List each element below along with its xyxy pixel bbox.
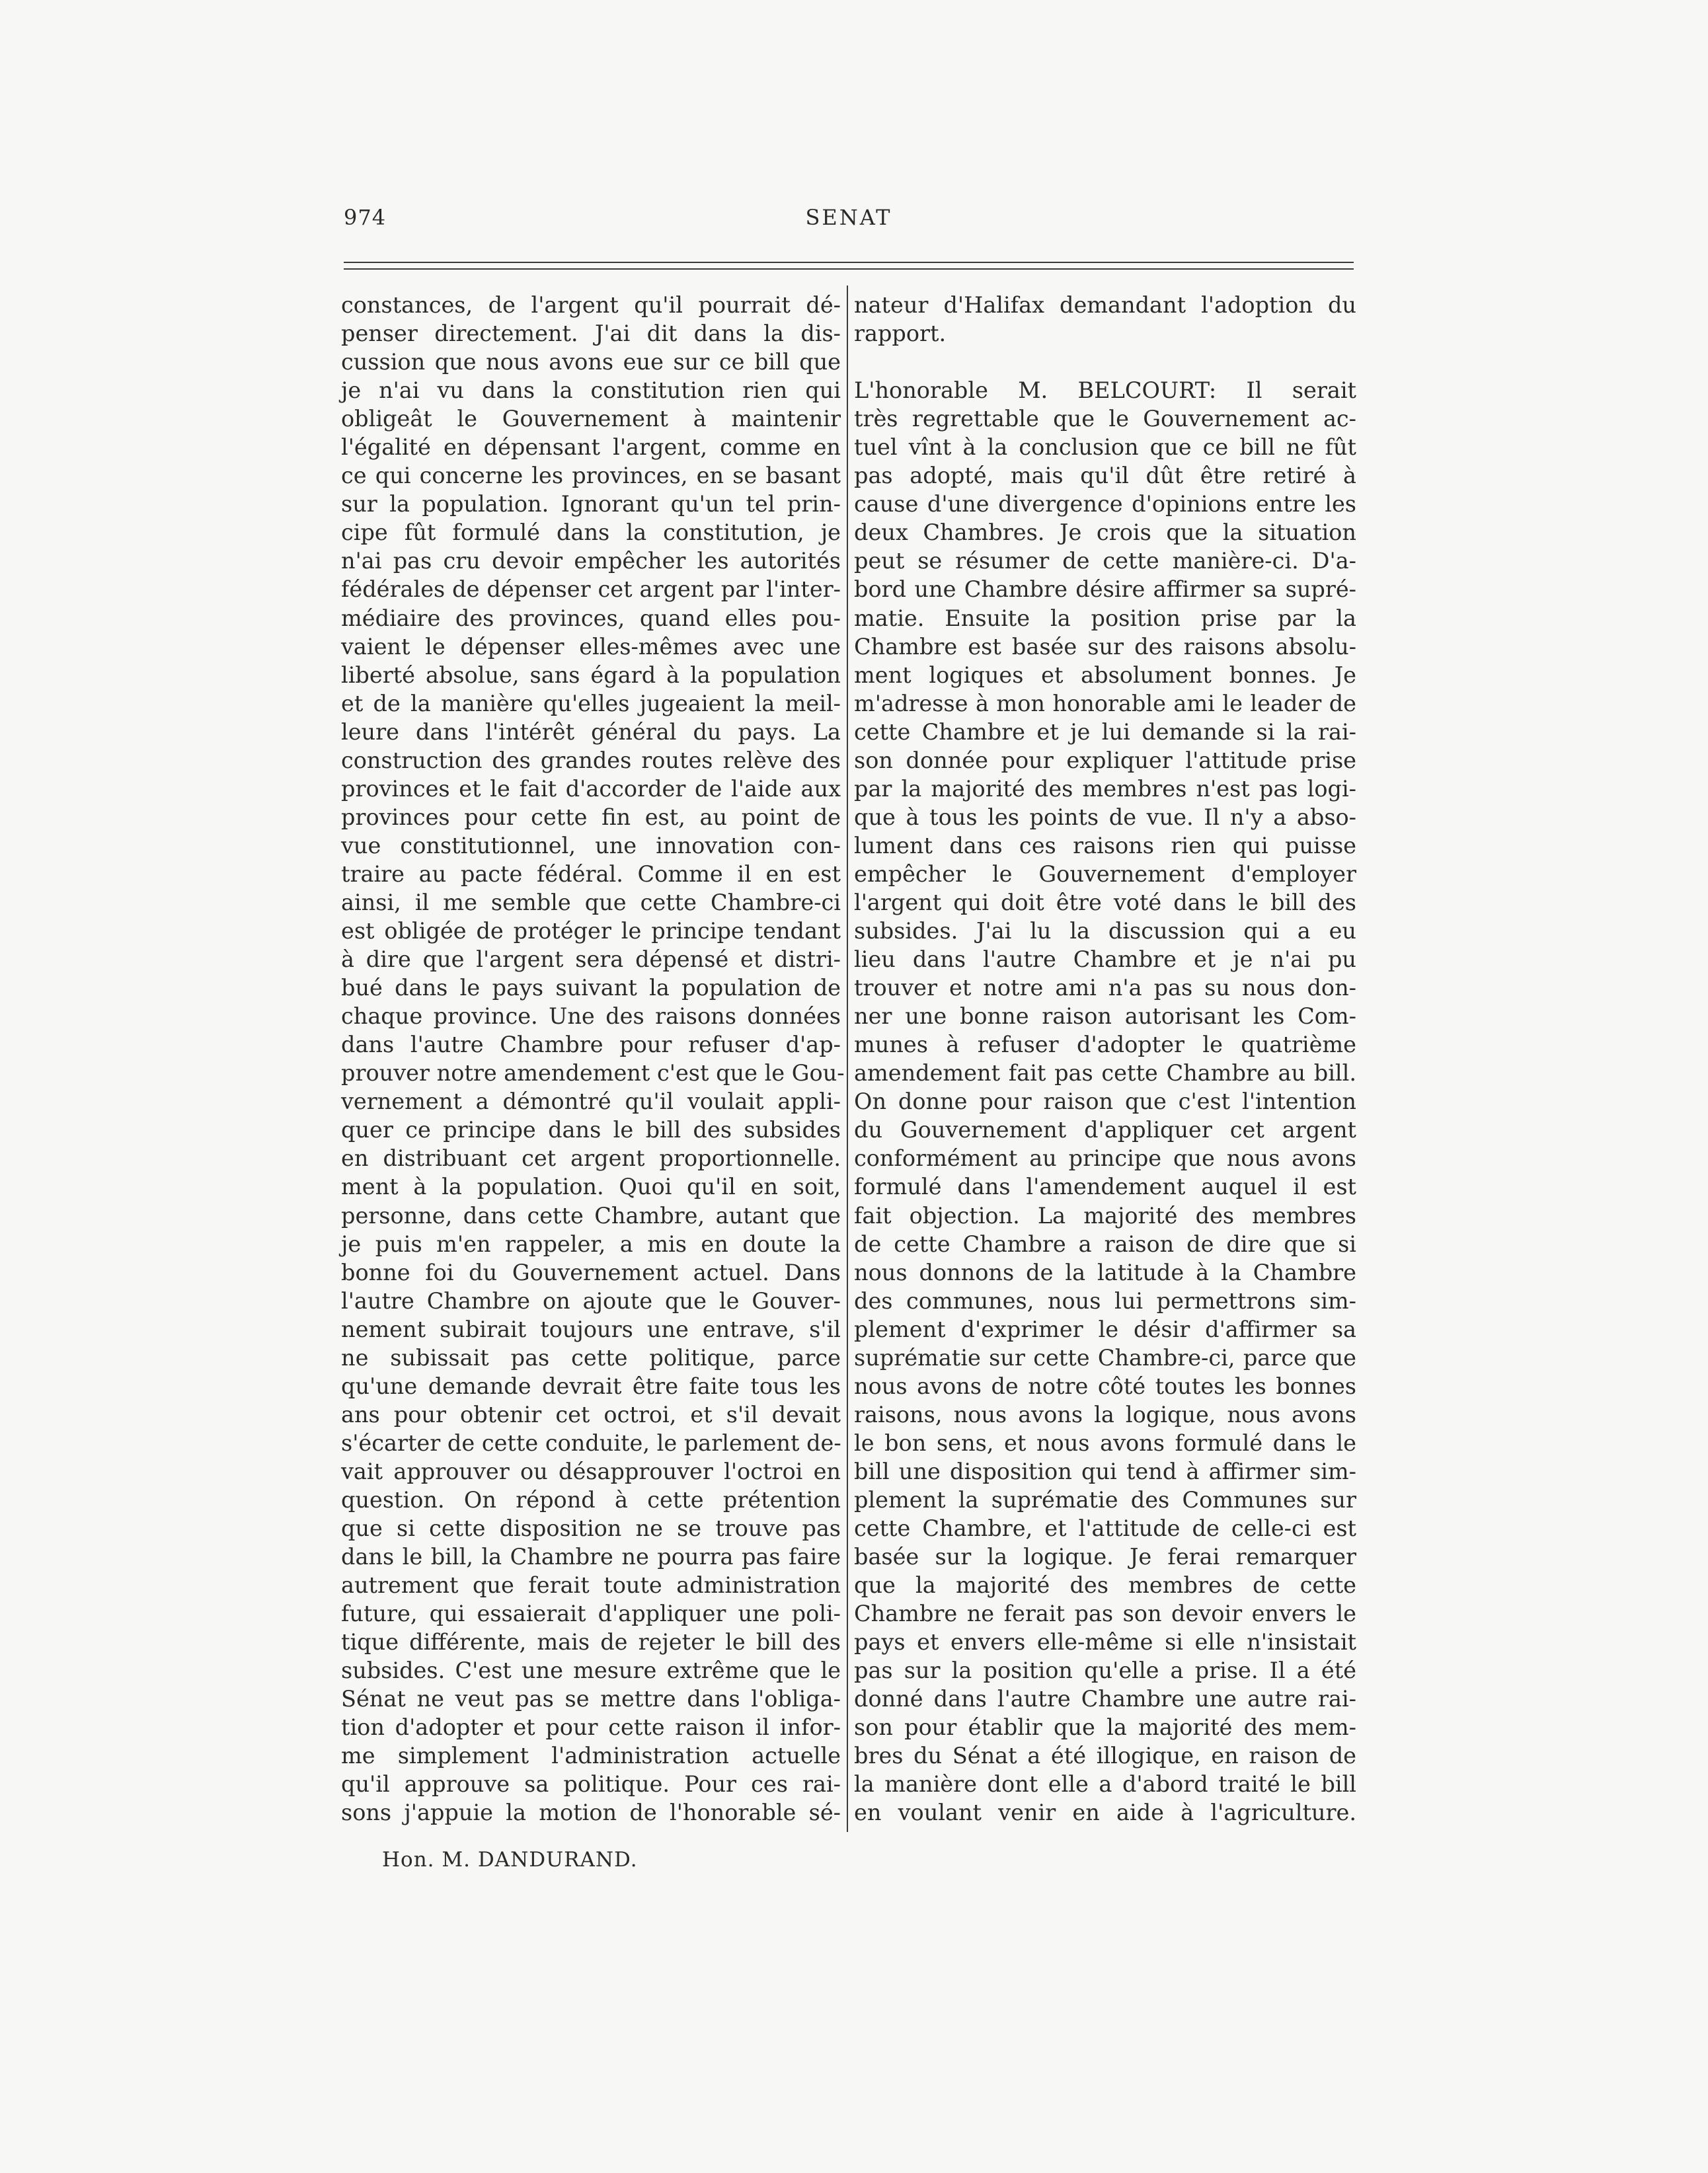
text-line: ainsi, il me semble que cette Chambre-ci xyxy=(341,889,841,915)
text-line: lieu dans l'autre Chambre et je n'ai pu xyxy=(854,946,1356,973)
text-line: je puis m'en rappeler, a mis en doute la xyxy=(341,1231,841,1257)
text-line: ment à la population. Quoi qu'il en soit, xyxy=(341,1174,841,1200)
text-line: vaient le dépenser elles-mêmes avec une xyxy=(341,633,841,660)
text-line: que la majorité des membres de cette xyxy=(854,1572,1356,1599)
column-divider xyxy=(847,286,848,1832)
left-column xyxy=(341,291,845,1827)
text-line: l'argent qui doit être voté dans le bill des xyxy=(854,889,1356,915)
text-line: raisons, nous avons la logique, nous avons xyxy=(854,1401,1356,1428)
header-rule-bottom xyxy=(344,268,1354,270)
page-number: 974 xyxy=(344,205,387,230)
text-line: le bon sens, et nous avons formulé dans le xyxy=(854,1430,1356,1456)
speaker-text-start: Il serait xyxy=(1246,377,1356,404)
text-line: constances, de l'argent qu'il pourrait dé- xyxy=(341,292,841,318)
text-line: lument dans ces raisons rien qui puisse xyxy=(854,832,1356,858)
text-line: provinces et le fait d'accorder de l'aide aux xyxy=(341,775,841,802)
text-line: son pour établir que la majorité des mem- xyxy=(854,1714,1356,1741)
text-line: sur la population. Ignorant qu'un tel prin- xyxy=(341,491,841,517)
text-line: munes à refuser d'adopter le quatrième xyxy=(854,1032,1356,1058)
text-line: subsides. C'est une mesure extrême que le xyxy=(341,1658,841,1684)
text-line: suprématie sur cette Chambre-ci, parce que xyxy=(854,1344,1356,1371)
footer-speaker: Hon. M. DANDURAND. xyxy=(382,1848,638,1872)
text-line: personne, dans cette Chambre, autant que xyxy=(341,1202,841,1229)
text-line: nateur d'Halifax demandant l'adoption du xyxy=(854,292,1356,318)
text-line: vait approuver ou désapprouver l'octroi en xyxy=(341,1458,841,1484)
text-line: chaque province. Une des raisons données xyxy=(341,1003,841,1030)
text-line: fait objection. La majorité des membres xyxy=(854,1202,1356,1229)
text-line: dans le bill, la Chambre ne pourra pas faire xyxy=(341,1544,841,1570)
text-line: nement subirait toujours une entrave, s'il xyxy=(341,1316,841,1342)
text-line: trouver et notre ami n'a pas su nous don- xyxy=(854,975,1356,1001)
text-line: l'autre Chambre on ajoute que le Gouver- xyxy=(341,1287,841,1314)
text-line: ne subissait pas cette politique, parce xyxy=(341,1344,841,1371)
text-line: cause d'une divergence d'opinions entre les xyxy=(854,491,1356,517)
text-line: cette Chambre, et l'attitude de celle-ci est xyxy=(854,1515,1356,1542)
text-line: et de la manière qu'elles jugeaient la meil- xyxy=(341,690,841,716)
text-line: du Gouvernement d'appliquer cet argent xyxy=(854,1117,1356,1143)
right-column xyxy=(854,291,1356,1827)
text-line: question. On répond à cette prétention xyxy=(341,1486,841,1513)
text-line: la manière dont elle a d'abord traité le bill xyxy=(854,1771,1356,1798)
text-line: quer ce principe dans le bill des subsides xyxy=(341,1117,841,1143)
text-line: en voulant venir en aide à l'agriculture. xyxy=(854,1800,1356,1826)
text-line: tuel vînt à la conclusion que ce bill ne fût xyxy=(854,434,1356,461)
text-line: vue constitutionnel, une innovation con- xyxy=(341,832,841,858)
text-line: future, qui essaierait d'appliquer une poli- xyxy=(341,1601,841,1627)
text-line: s'écarter de cette conduite, le parlement de- xyxy=(341,1430,841,1456)
text-line: formulé dans l'amendement auquel il est xyxy=(854,1174,1356,1200)
text-line: leure dans l'intérêt général du pays. La xyxy=(341,718,841,745)
text-line: plement d'exprimer le désir d'affirmer sa xyxy=(854,1316,1356,1342)
text-line: bonne foi du Gouvernement actuel. Dans xyxy=(341,1259,841,1285)
text-line: est obligée de protéger le principe tendant xyxy=(341,918,841,944)
text-line: On donne pour raison que c'est l'intention xyxy=(854,1088,1356,1115)
text-line: Sénat ne veut pas se mettre dans l'obliga- xyxy=(341,1686,841,1712)
text-line: médiaire des provinces, quand elles pou- xyxy=(341,605,841,631)
text-line: autrement que ferait toute administration xyxy=(341,1572,841,1599)
running-title: SENAT xyxy=(805,205,892,230)
text-line: ans pour obtenir cet octroi, et s'il devait xyxy=(341,1401,841,1428)
text-line: Chambre ne ferait pas son devoir envers le xyxy=(854,1601,1356,1627)
text-line: très regrettable que le Gouvernement ac- xyxy=(854,406,1356,432)
text-line: n'ai pas cru devoir empêcher les autorités xyxy=(341,548,841,574)
text-line: que à tous les points de vue. Il n'y a abso- xyxy=(854,804,1356,830)
text-line: pas sur la position qu'elle a prise. Il a été xyxy=(854,1658,1356,1684)
text-line: par la majorité des membres n'est pas logi- xyxy=(854,775,1356,802)
text-line: fédérales de dépenser cet argent par l'inter- xyxy=(341,576,841,603)
text-line: liberté absolue, sans égard à la population xyxy=(341,662,841,688)
text-line: je n'ai vu dans la constitution rien qui xyxy=(341,377,841,404)
text-line: bres du Sénat a été illogique, en raison de xyxy=(854,1743,1356,1769)
text-line: bord une Chambre désire affirmer sa supré- xyxy=(854,576,1356,603)
text-line: subsides. J'ai lu la discussion qui a eu xyxy=(854,918,1356,944)
text-line: tion d'adopter et pour cette raison il infor- xyxy=(341,1714,841,1741)
text-line: rapport. xyxy=(854,321,947,347)
text-line: ner une bonne raison autorisant les Com- xyxy=(854,1003,1356,1030)
text-line: empêcher le Gouvernement d'employer xyxy=(854,860,1356,887)
text-line: deux Chambres. Je crois que la situation xyxy=(854,519,1356,546)
page-header xyxy=(344,205,1354,238)
text-line: bill une disposition qui tend à affirmer sim- xyxy=(854,1458,1356,1484)
text-line: nous avons de notre côté toutes les bonnes xyxy=(854,1373,1356,1399)
text-line: provinces pour cette fin est, au point de xyxy=(341,804,841,830)
text-line: donné dans l'autre Chambre une autre rai- xyxy=(854,1686,1356,1712)
text-line: pas adopté, mais qu'il dût être retiré à xyxy=(854,463,1356,489)
speaker-label: L'honorable M. BELCOURT: xyxy=(854,377,1217,404)
text-line: matie. Ensuite la position prise par la xyxy=(854,605,1356,631)
text-line: me simplement l'administration actuelle xyxy=(341,1743,841,1769)
text-line: sons j'appuie la motion de l'honorable sé- xyxy=(341,1800,841,1826)
text-line: construction des grandes routes relève des xyxy=(341,747,841,773)
text-line: ce qui concerne les provinces, en se basant xyxy=(341,463,841,489)
text-line: nous donnons de la latitude à la Chambre xyxy=(854,1259,1356,1285)
text-line: des communes, nous lui permettrons sim- xyxy=(854,1287,1356,1314)
text-line: Chambre est basée sur des raisons absolu- xyxy=(854,633,1356,660)
text-line: dans l'autre Chambre pour refuser d'ap- xyxy=(341,1032,841,1058)
text-line: basée sur la logique. Je ferai remarquer xyxy=(854,1544,1356,1570)
text-line: qu'il approuve sa politique. Pour ces rai- xyxy=(341,1771,841,1798)
text-line: ment logiques et absolument bonnes. Je xyxy=(854,662,1356,688)
text-line: prouver notre amendement c'est que le Gou- xyxy=(341,1060,845,1086)
text-line: qu'une demande devrait être faite tous les xyxy=(341,1373,841,1399)
text-line: peut se résumer de cette manière-ci. D'a- xyxy=(854,548,1356,574)
text-line: m'adresse à mon honorable ami le leader de xyxy=(854,690,1356,716)
text-line: à dire que l'argent sera dépensé et distri- xyxy=(341,946,841,973)
speaker-line xyxy=(854,376,1356,404)
text-line: son donnée pour expliquer l'attitude prise xyxy=(854,747,1356,773)
text-line: tique différente, mais de rejeter le bill des xyxy=(341,1629,841,1656)
text-line: l'égalité en dépensant l'argent, comme en xyxy=(341,434,841,461)
text-line: cette Chambre et je lui demande si la rai- xyxy=(854,718,1356,745)
text-line: de cette Chambre a raison de dire que si xyxy=(854,1231,1356,1257)
text-line: obligeât le Gouvernement à maintenir xyxy=(341,406,841,432)
text-line: en distribuant cet argent proportionnelle. xyxy=(341,1145,841,1172)
text-line: penser directement. J'ai dit dans la dis- xyxy=(341,321,841,347)
text-line: que si cette disposition ne se trouve pas xyxy=(341,1515,841,1542)
text-line: vernement a démontré qu'il voulait appli- xyxy=(341,1088,841,1115)
text-line: cussion que nous avons eue sur ce bill que xyxy=(341,349,841,375)
paragraph-spacer xyxy=(854,348,1356,376)
text-line: plement la suprématie des Communes sur xyxy=(854,1486,1356,1513)
text-line: cipe fût formulé dans la constitution, je xyxy=(341,519,841,546)
text-line: pays et envers elle-même si elle n'insistait xyxy=(854,1629,1356,1656)
text-line: amendement fait pas cette Chambre au bill. xyxy=(854,1060,1356,1086)
text-line: traire au pacte fédéral. Comme il en est xyxy=(341,860,841,887)
header-rule-top xyxy=(344,262,1354,263)
text-line: conformément au principe que nous avons xyxy=(854,1145,1356,1172)
text-line: bué dans le pays suivant la population de xyxy=(341,975,841,1001)
